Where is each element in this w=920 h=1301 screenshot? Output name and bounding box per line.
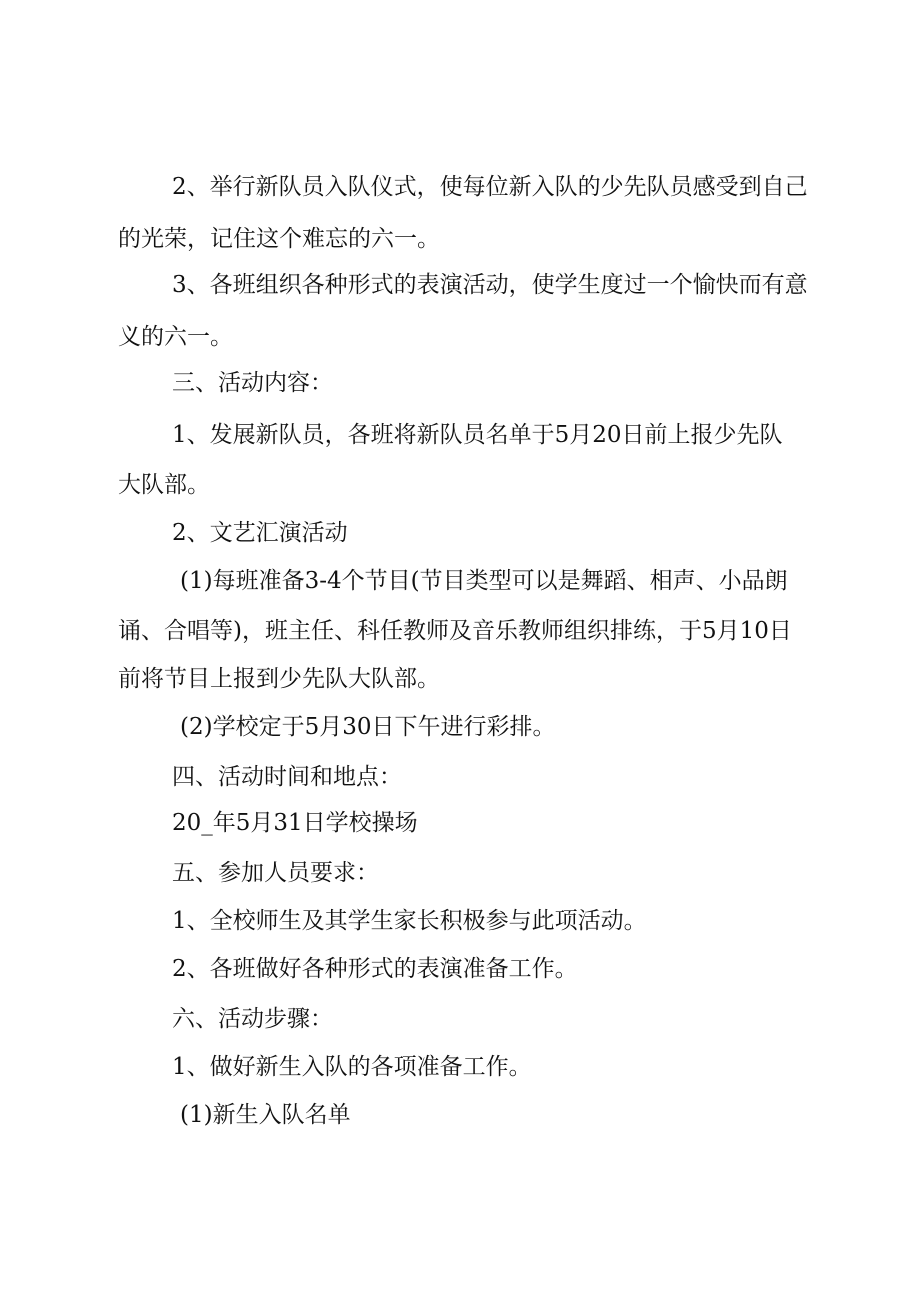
- paragraph-line: (2)学校定于5月30日下午进行彩排。: [180, 714, 556, 740]
- paragraph-line: (1)每班准备3-4个节目(节目类型可以是舞蹈、相声、小品朗: [180, 568, 788, 594]
- paragraph-line: 的光荣，记住这个难忘的六一。: [118, 226, 440, 252]
- paragraph-line: (1)新生入队名单: [180, 1102, 351, 1128]
- section-heading: 四、活动时间和地点：: [172, 764, 402, 790]
- paragraph-line: 前将节目上报到少先队大队部。: [118, 666, 440, 692]
- paragraph-line: 1、做好新生入队的各项准备工作。: [172, 1054, 532, 1080]
- paragraph-line: 3、各班组织各种形式的表演活动，使学生度过一个愉快而有意: [172, 272, 808, 298]
- paragraph-line: 2、举行新队员入队仪式，使每位新入队的少先队员感受到自己: [172, 174, 808, 200]
- section-heading: 六、活动步骤：: [172, 1006, 333, 1032]
- paragraph-line: 1、全校师生及其学生家长积极参与此项活动。: [172, 908, 647, 934]
- section-heading: 三、活动内容：: [172, 370, 333, 396]
- paragraph-line: 诵、合唱等)，班主任、科任教师及音乐教师组织排练，于5月10日: [118, 618, 792, 644]
- paragraph-line: 2、各班做好各种形式的表演准备工作。: [172, 956, 578, 982]
- paragraph-line: 1、发展新队员，各班将新队员名单于5月20日前上报少先队: [172, 422, 783, 448]
- section-heading: 五、参加人员要求：: [172, 860, 379, 886]
- paragraph-line: 义的六一。: [118, 324, 233, 350]
- paragraph-line: 大队部。: [118, 472, 210, 498]
- paragraph-line: 2、文艺汇演活动: [172, 520, 348, 546]
- paragraph-line: 20_年5月31日学校操场: [172, 810, 418, 836]
